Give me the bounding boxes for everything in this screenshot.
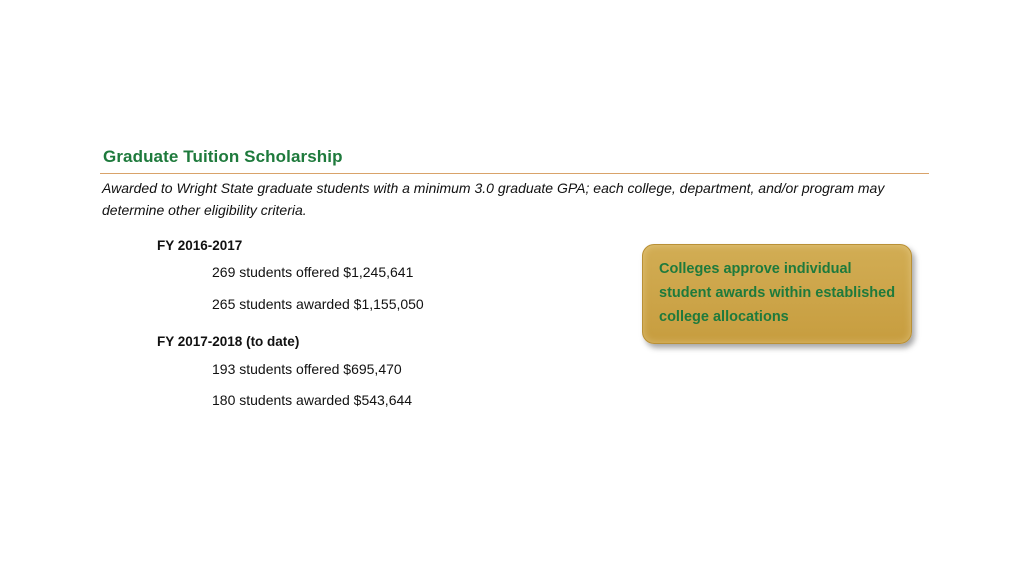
- section-heading-fy2016: FY 2016-2017: [157, 238, 243, 253]
- page-title: Graduate Tuition Scholarship: [103, 147, 343, 166]
- stat-line-awarded-2017: 180 students awarded $543,644: [212, 392, 413, 408]
- stat-line-awarded-2016: 265 students awarded $1,155,050: [212, 296, 424, 312]
- stat-line-offered-2017: 193 students offered $695,470: [212, 361, 402, 377]
- description: Awarded to Wright State graduate students with a minimum 3.0 graduate GPA; each college, department, and/or program may determine other eligibility criteria.: [102, 180, 885, 218]
- callout-text: Colleges approve individual student awards within established college allocations: [659, 261, 896, 325]
- title-divider: [100, 173, 929, 174]
- stat-line-offered-2016: 269 students offered $1,245,641: [212, 264, 414, 280]
- callout-box: [642, 244, 912, 344]
- section-heading-fy2017: FY 2017-2018 (to date): [157, 334, 300, 349]
